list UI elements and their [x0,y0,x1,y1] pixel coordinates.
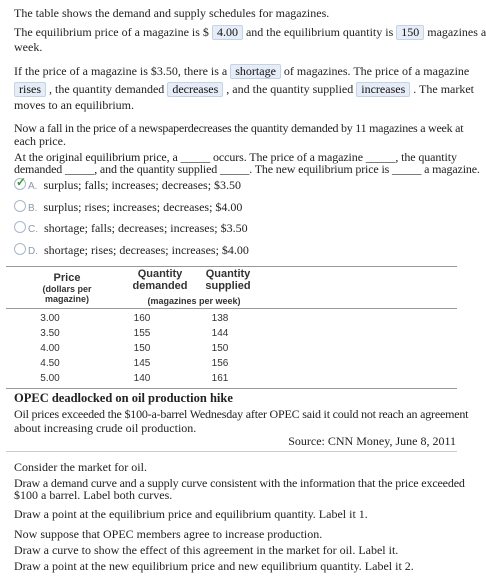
article-rule [6,451,457,452]
task-consider: Consider the market for oil. [14,460,147,474]
equilibrium-price-answer[interactable]: 4.00 [212,25,243,40]
equilibrium-quantity-answer[interactable]: 150 [396,25,424,40]
option-b-text: surplus; rises; increases; decreases; $4.00 [43,200,243,214]
q2-line3: moves to an equilibrium. [14,98,134,112]
table-cell: 3.00 [40,313,60,324]
checkmark-icon: ✓ [16,175,27,189]
unit-label: (magazines per week) [147,296,241,306]
q2-b: of magazines. The price of a magazine [283,64,470,78]
table-cell: 140 [133,373,151,384]
quantity-demanded-answer[interactable]: decreases [167,82,223,97]
table-cell: 161 [211,373,229,384]
q1-line2: week. [14,40,43,54]
task-point-1: Draw a point at the equilibrium price and equilibrium quantity. Label it 1. [14,507,368,521]
table-cell: 145 [133,358,151,369]
price-subheader-2: magazine) [44,294,89,304]
option-c-text: shortage; falls; decreases; increases; $3.50 [44,221,248,235]
table-cell: 150 [133,343,151,354]
table-cell: 4.00 [40,343,60,354]
supplied-header-2: supplied [205,280,251,292]
q2-c: , the quantity demanded [49,82,165,96]
task-draw-shift: Draw a curve to show the effect of this agreement in the market for oil. Label it. [14,543,399,557]
option-c-letter: C. [28,224,38,235]
article-source: Source: CNN Money, June 8, 2011 [288,434,456,448]
price-header: Price [53,272,81,284]
table-cell: 138 [211,313,229,324]
option-b-letter: B. [28,203,38,214]
task-suppose: Now suppose that OPEC members agree to increase production. [14,527,323,541]
q2-d: , and the quantity supplied [226,82,354,96]
q3-line2: each price. [14,134,66,148]
task-point-2: Draw a point at the new equilibrium price and new equilibrium quantity. Label it 2. [14,559,414,573]
shortage-answer[interactable]: shortage [230,64,281,79]
option-a-text: surplus; falls; increases; decreases; $3.50 [43,178,242,192]
intro-text: The table shows the demand and supply schedules for magazines. [14,6,330,20]
table-cell: 155 [133,328,151,339]
table-cell: 156 [211,358,229,369]
supplied-header-1: Quantity [205,268,251,280]
quantity-supplied-answer[interactable]: increases [356,82,410,97]
q2-e: . The market [413,82,475,96]
demanded-header-2: demanded [132,280,188,292]
price-direction-answer[interactable]: rises [14,82,46,97]
price-subheader-1: (dollars per [42,284,92,294]
table-cell: 144 [211,328,229,339]
option-d-text: shortage; rises; decreases; increases; $4.00 [44,243,249,257]
q3-line4: demanded _____, and the quantity supplied _____. The new equilibrium price is _____ a magazine. [14,162,480,176]
article-line2: about increasing crude oil production. [14,421,197,435]
table-cell: 150 [211,343,229,354]
q3-line1: Now a fall in the price of a newspaperdecreases the quantity demanded by 11 magazines a week at [14,121,464,135]
q1-mid: and the equilibrium quantity is [245,25,394,39]
q2-a: If the price of a magazine is $3.50, there is a [14,64,228,78]
option-d-letter: D. [28,246,38,257]
option-a-letter: A. [28,181,38,192]
task-draw-curves-2: $100 a barrel. Label both curves. [14,488,173,502]
q1-post: magazines a [427,25,486,39]
table-bottom-rule [6,388,457,389]
table-cell: 5.00 [40,373,60,384]
task-draw-curves-1: Draw a demand curve and a supply curve consistent with the information that the price exceeded [14,476,465,490]
article-headline: OPEC deadlocked on oil production hike [14,391,233,405]
article-line1: Oil prices exceeded the $100-a-barrel Wednesday after OPEC said it could not reach an agreement [14,407,469,421]
q1-pre: The equilibrium price of a magazine is $ [14,25,209,39]
q3-line3: At the original equilibrium price, a _____ occurs. The price of a magazine _____, the quantity [14,150,457,164]
demanded-header-1: Quantity [137,268,183,280]
table-cell: 3.50 [40,328,60,339]
table-cell: 4.50 [40,358,60,369]
table-cell: 160 [133,313,151,324]
